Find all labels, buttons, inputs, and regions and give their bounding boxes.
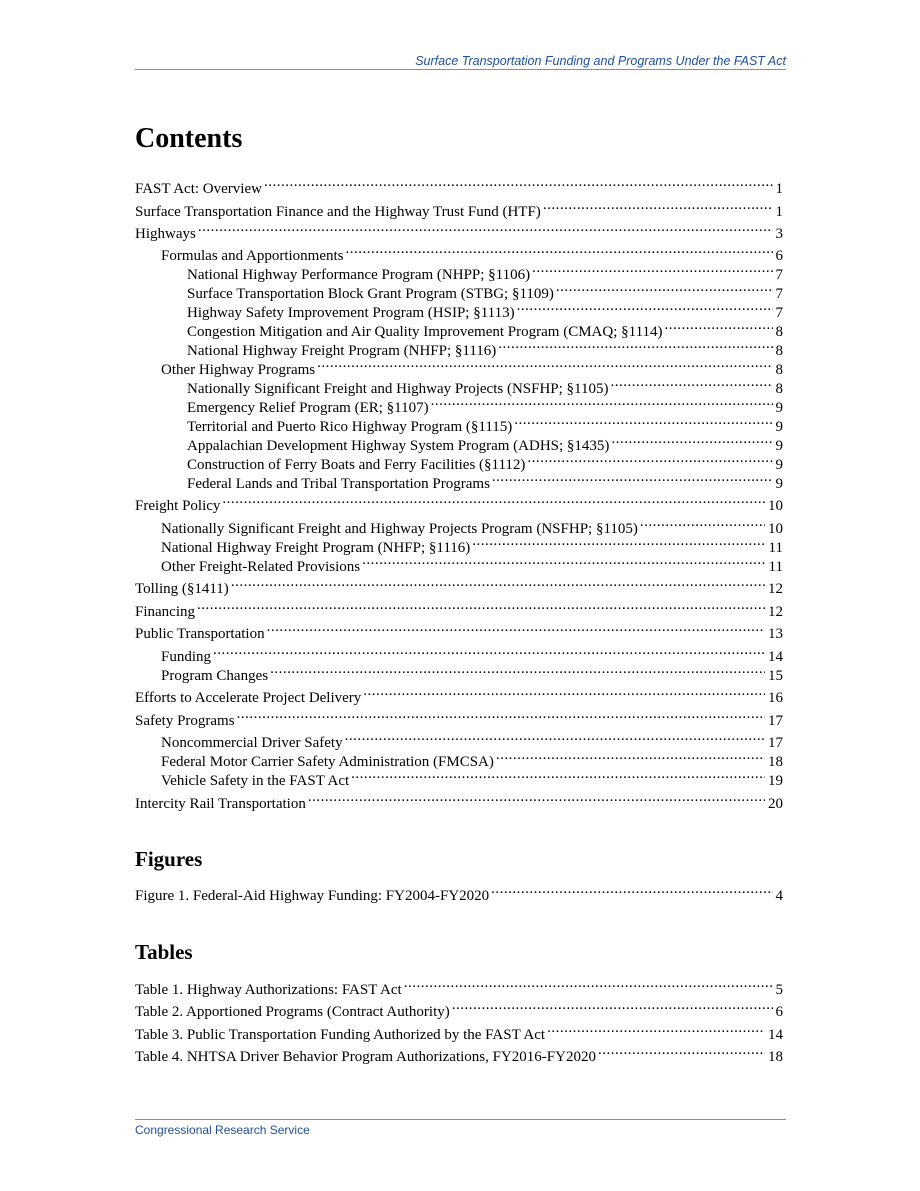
toc-entry-page: 7 <box>775 305 783 321</box>
toc-entry-title: Nationally Significant Freight and Highway Projects Program (NSFHP; §1105) <box>161 521 638 537</box>
toc-entry-title: Territorial and Puerto Rico Highway Program (§1115) <box>187 419 513 435</box>
table-entry-page: 6 <box>775 1004 783 1020</box>
dot-leader <box>491 881 772 900</box>
toc-entry-page: 1 <box>775 204 783 220</box>
dot-leader <box>197 597 765 616</box>
table-entry[interactable] <box>135 1020 783 1043</box>
toc-entry[interactable] <box>135 706 783 729</box>
toc-entry[interactable] <box>135 683 783 706</box>
toc-entry-title: Highways <box>135 226 196 242</box>
toc-entry-title: Surface Transportation Finance and the Highway Trust Fund (HTF) <box>135 204 541 220</box>
dot-leader <box>346 241 773 260</box>
toc-entry-title: Funding <box>161 649 212 665</box>
toc-entry-page: 8 <box>775 381 783 397</box>
footer-rule <box>135 1119 786 1120</box>
toc-entry-title: Public Transportation <box>135 626 265 642</box>
dot-leader <box>527 450 772 469</box>
dot-leader <box>517 298 773 317</box>
toc-entry-title: Appalachian Development Highway System Program (ADHS; §1435) <box>187 438 610 454</box>
toc-entry-page: 12 <box>768 604 783 620</box>
toc-entry[interactable] <box>187 279 783 302</box>
toc-entry-page: 3 <box>775 226 783 242</box>
toc-entry-page: 7 <box>775 267 783 283</box>
toc-entry-page: 14 <box>768 649 783 665</box>
toc-entry-page: 17 <box>768 713 783 729</box>
dot-leader <box>452 997 773 1016</box>
toc-entry-page: 16 <box>768 690 783 706</box>
toc-entry[interactable] <box>161 661 783 684</box>
dot-leader <box>543 197 773 216</box>
dot-leader <box>640 514 765 533</box>
dot-leader <box>222 491 765 510</box>
toc-entry-title: Efforts to Accelerate Project Delivery <box>135 690 362 706</box>
toc-entry[interactable] <box>135 597 783 620</box>
dot-leader <box>213 642 765 661</box>
dot-leader <box>498 336 772 355</box>
toc-entry[interactable] <box>135 219 783 242</box>
toc-entry[interactable] <box>161 728 783 751</box>
dot-leader <box>532 260 772 279</box>
figure-entry-title: Figure 1. Federal-Aid Highway Funding: FY2004-FY2020 <box>135 888 490 904</box>
toc-entry-title: National Highway Performance Program (NHPP; §1106) <box>187 267 531 283</box>
toc-entry[interactable] <box>161 747 783 770</box>
toc-entry-title: National Highway Freight Program (NHFP; §1116) <box>161 540 471 556</box>
toc-entry[interactable] <box>187 450 783 473</box>
toc-entry-page: 10 <box>768 521 783 537</box>
toc-entry-page: 8 <box>775 324 783 340</box>
toc-entry-title: FAST Act: Overview <box>135 181 262 197</box>
toc-entry-page: 15 <box>768 668 783 684</box>
toc-entry-page: 20 <box>768 796 783 812</box>
toc-entry-page: 9 <box>775 400 783 416</box>
toc-entry-title: Congestion Mitigation and Air Quality Improvement Program (CMAQ; §1114) <box>187 324 663 340</box>
dot-leader <box>345 728 765 747</box>
toc-entry-page: 13 <box>768 626 783 642</box>
toc-entry-title: Vehicle Safety in the FAST Act <box>161 773 350 789</box>
toc-entry-title: Federal Lands and Tribal Transportation Programs <box>187 476 490 492</box>
dot-leader <box>267 619 765 638</box>
toc-entry[interactable] <box>187 393 783 416</box>
toc-entry[interactable] <box>187 469 783 492</box>
contents-heading: Contents <box>135 123 243 154</box>
toc-entry-title: Intercity Rail Transportation <box>135 796 306 812</box>
toc-entry-title: Surface Transportation Block Grant Program (STBG; §1109) <box>187 286 554 302</box>
toc-entry[interactable] <box>161 514 783 537</box>
table-entry-page: 5 <box>775 982 783 998</box>
toc-entry[interactable] <box>187 336 783 359</box>
header-rule <box>135 69 786 70</box>
toc-entry-page: 9 <box>775 476 783 492</box>
dot-leader <box>492 469 773 488</box>
toc-entry-title: Other Highway Programs <box>161 362 316 378</box>
footer-organization: Congressional Research Service <box>135 1123 310 1137</box>
toc-entry-title: Tolling (§1411) <box>135 581 229 597</box>
toc-entry-page: 11 <box>768 559 783 575</box>
dot-leader <box>363 683 765 702</box>
table-entry-page: 14 <box>768 1027 783 1043</box>
toc-entry-title: Nationally Significant Freight and Highway Projects (NSFHP; §1105) <box>187 381 609 397</box>
toc-entry-title: Other Freight-Related Provisions <box>161 559 361 575</box>
toc-entry[interactable] <box>187 431 783 454</box>
toc-entry-title: Emergency Relief Program (ER; §1107) <box>187 400 429 416</box>
toc-entry-title: Program Changes <box>161 668 269 684</box>
dot-leader <box>317 355 772 374</box>
toc-entry-title: Formulas and Apportionments <box>161 248 344 264</box>
toc-entry[interactable] <box>135 197 783 220</box>
toc-entry[interactable] <box>161 355 783 378</box>
dot-leader <box>611 374 773 393</box>
dot-leader <box>472 533 765 552</box>
running-header-title: Surface Transportation Funding and Programs Under the FAST Act <box>415 54 786 68</box>
dot-leader <box>547 1020 765 1039</box>
dot-leader <box>231 574 765 593</box>
toc-entry-page: 8 <box>775 343 783 359</box>
tables-heading: Tables <box>135 940 193 964</box>
toc-entry[interactable] <box>161 241 783 264</box>
toc-entry-title: Financing <box>135 604 195 620</box>
dot-leader <box>496 747 765 766</box>
toc-entry-title: Freight Policy <box>135 498 221 514</box>
toc-entry-page: 11 <box>768 540 783 556</box>
figures-heading: Figures <box>135 847 203 871</box>
toc-entry-title: Construction of Ferry Boats and Ferry Facilities (§1112) <box>187 457 526 473</box>
dot-leader <box>598 1042 765 1061</box>
toc-entry-title: National Highway Freight Program (NHFP; §1116) <box>187 343 497 359</box>
toc-entry[interactable] <box>187 374 783 397</box>
toc-entry-title: Safety Programs <box>135 713 235 729</box>
figure-entry[interactable] <box>135 881 783 904</box>
table-entry-title: Table 1. Highway Authorizations: FAST Act <box>135 982 402 998</box>
dot-leader <box>556 279 773 298</box>
dot-leader <box>514 412 772 431</box>
toc-entry[interactable] <box>135 789 783 812</box>
table-entry[interactable] <box>135 1042 783 1065</box>
dot-leader <box>665 317 773 336</box>
toc-entry[interactable] <box>187 298 783 321</box>
dot-leader <box>308 789 765 808</box>
toc-entry-page: 6 <box>775 248 783 264</box>
toc-entry-page: 1 <box>775 181 783 197</box>
toc-entry[interactable] <box>135 491 783 514</box>
toc-entry-page: 12 <box>768 581 783 597</box>
toc-entry-page: 8 <box>775 362 783 378</box>
toc-entry[interactable] <box>161 766 783 789</box>
toc-entry[interactable] <box>161 552 783 575</box>
toc-entry[interactable] <box>161 642 783 665</box>
dot-leader <box>198 219 773 238</box>
table-entry-title: Table 2. Apportioned Programs (Contract Authority) <box>135 1004 450 1020</box>
toc-entry-title: Noncommercial Driver Safety <box>161 735 343 751</box>
dot-leader <box>270 661 765 680</box>
dot-leader <box>431 393 773 412</box>
toc-entry[interactable] <box>161 533 783 556</box>
toc-entry[interactable] <box>135 574 783 597</box>
toc-entry-page: 19 <box>768 773 783 789</box>
table-entry-title: Table 3. Public Transportation Funding Authorized by the FAST Act <box>135 1027 546 1043</box>
table-entry-title: Table 4. NHTSA Driver Behavior Program Authorizations, FY2016-FY2020 <box>135 1049 596 1065</box>
dot-leader <box>264 174 773 193</box>
dot-leader <box>362 552 765 571</box>
toc-entry-page: 9 <box>775 438 783 454</box>
toc-entry[interactable] <box>135 174 783 197</box>
table-entry[interactable] <box>135 997 783 1020</box>
toc-entry[interactable] <box>187 260 783 283</box>
figure-entry-page: 4 <box>775 888 783 904</box>
dot-leader <box>351 766 765 785</box>
toc-entry-page: 9 <box>775 419 783 435</box>
table-entry-page: 18 <box>768 1049 783 1065</box>
toc-entry-title: Highway Safety Improvement Program (HSIP; §1113) <box>187 305 515 321</box>
dot-leader <box>611 431 772 450</box>
toc-entry[interactable] <box>187 317 783 340</box>
toc-entry[interactable] <box>187 412 783 435</box>
toc-entry-page: 7 <box>775 286 783 302</box>
toc-entry-page: 9 <box>775 457 783 473</box>
toc-entry-page: 17 <box>768 735 783 751</box>
toc-entry-page: 10 <box>768 498 783 514</box>
toc-entry-page: 18 <box>768 754 783 770</box>
toc-entry-title: Federal Motor Carrier Safety Administration (FMCSA) <box>161 754 494 770</box>
dot-leader <box>237 706 765 725</box>
toc-entry[interactable] <box>135 619 783 642</box>
dot-leader <box>404 975 773 994</box>
table-entry[interactable] <box>135 975 783 998</box>
